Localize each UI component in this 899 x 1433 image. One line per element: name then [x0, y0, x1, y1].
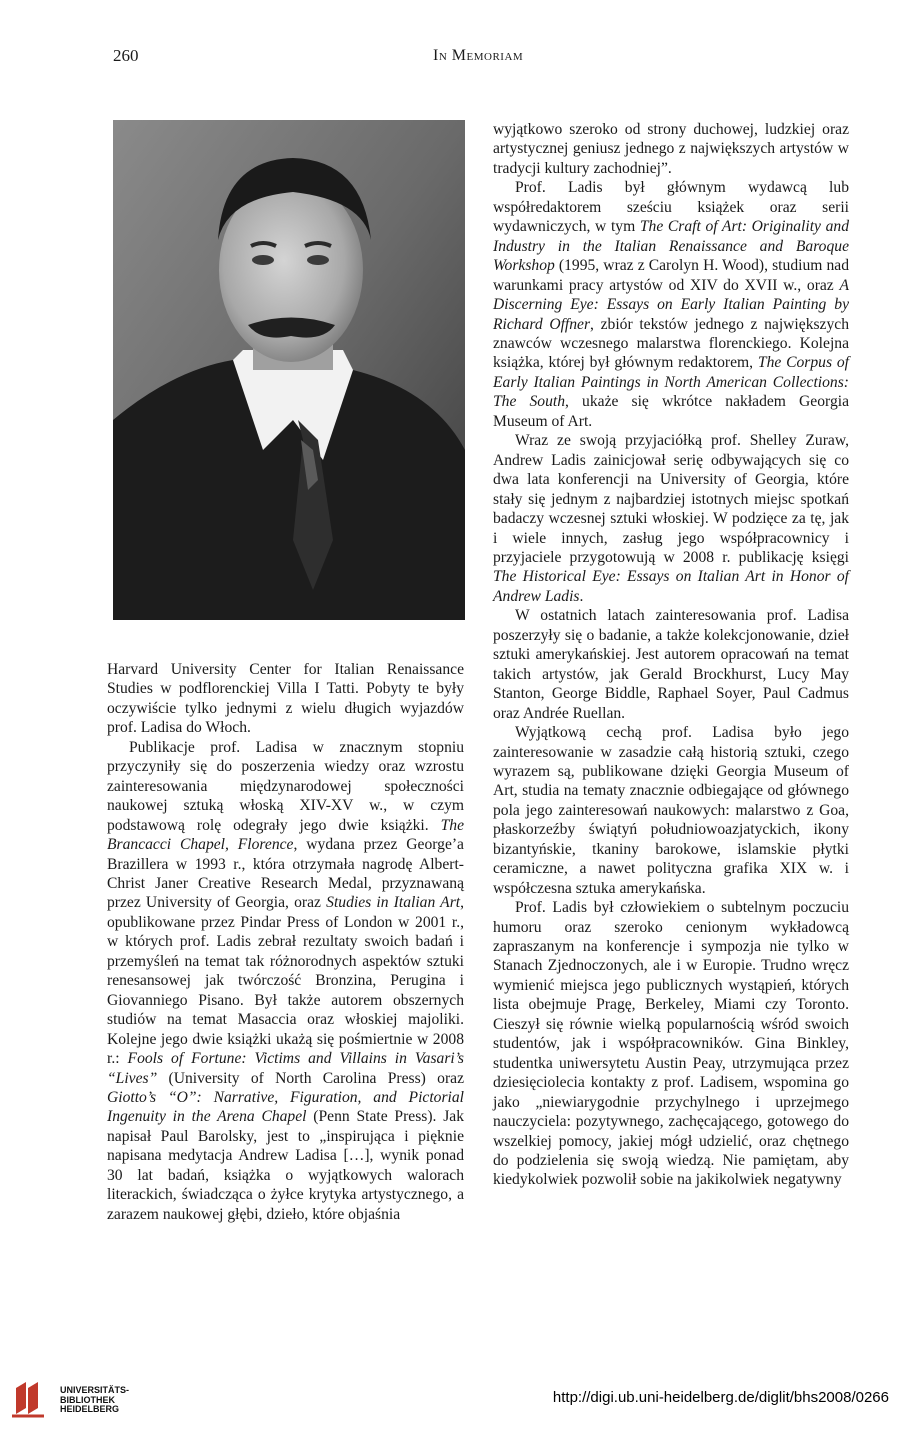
text-run: (Penn State Press). Jak napisał Paul Barolsky, jest to „inspirująca i pięknie napisana medytacja Andrew Ladisa […], wynik ponad 30 lat badań, książka o wyjątkowych walorach literackich, świadcząca o żyłce krytyka artystycznego, a zarazem naukowej głębi, dzieło, które objaśnia: [107, 1108, 464, 1223]
text-run: Publikacje prof. Ladisa w znacznym stopniu przyczyniły się do poszerzenia wiedzy oraz wzrostu zainteresowania międzynarodowej społeczności naukowej sztuką włoską XIV-XV w., w czym podstawową rolę odegrały jego dwie książki.: [107, 738, 464, 834]
library-logo[interactable]: [10, 1376, 170, 1420]
book-title: A Discerning Eye: Essays on Early Italian Painting by Richard Offner: [493, 276, 849, 333]
left-text-column: [107, 660, 464, 1224]
text-run: Prof. Ladis był głównym wydawcą lub współredaktorem sześciu książek oraz serii wydawniczych, w tym: [493, 179, 849, 236]
text-run: .: [579, 587, 584, 605]
paragraph: Prof. Ladis był człowiekiem o subtelnym poczuciu humoru oraz szeroko cenionym wykładowcą zapraszanym na konferencje i sympozja nie tylko w Stanach Zjednoczonych, ale i w Europie. Trudno wręcz wymienić miejsca jego publicznych wystąpień, których lista obejmuje Pragę, Berkeley, Miami czy Toronto. Cieszył się równie wielką popularnością wśród swoich studentów, jak i współpracowników. Gina Binkley, studentka uniwersytetu Austin Peay, utrzymująca przez dziesięciolecia kontakty z prof. Ladisem, wspomina go jako „niewiarygodnie przychylnego i uprzejmego nauczyciela: pozytywnego, zachęcającego, gotowego do wszelkiej pomocy, jakiej mógł udzielić, oraz chętnego do podzielenia się swoją wiedzą. Nie pamiętam, aby kiedykolwiek pozwolił sobie na jakikolwiek negatywny: [493, 899, 849, 1189]
text-run: , wydana przez George’a Brazillera w 1993 r., która otrzymała nagrodę Albert-Christ Janer Creative Research Medal, przyznawaną przez University of Georgia, oraz: [107, 836, 464, 912]
book-title: The Corpus of Early Italian Paintings in North American Collections: The South: [493, 354, 849, 411]
text-run: Wraz ze swoją przyjaciółką prof. Shelley Zuraw, Andrew Ladis zainicjował serię odbywających się co dwa lata konferencji na University of Georgia, które stały się jednym z najbardziej istotnych miejsc spotkań badaczy wczesnej sztuki włoskiej. W podzięce za tę, jak i wiele innych, zasług jego współpracownicy i przyjaciele przygotowują w 2008 r. publikację księgi: [493, 432, 849, 566]
text-run: , zbiór tekstów jednego z największych znawców wczesnego malarstwa florenckiego. Kolejna książka, której był głównym redaktorem,: [493, 315, 849, 372]
text-run: (University of North Carolina Press) oraz: [168, 1069, 464, 1087]
book-title: The Craft of Art: Originality and Industry in the Italian Renaissance and Baroque Workshop: [493, 218, 849, 275]
paragraph: Wyjątkową cechą prof. Ladisa było jego zainteresowanie w zasadzie całą historią sztuki, czego wyrazem są, publikowane dzięki Georgia Museum of Art, studia na tematy znacznie odbiegające od głównego pola jego zainteresowań naukowych: malarstwo z Goa, płaskorzeźby świątyń południowoazjatyckich, ikony bizantyńskie, tkaniny barokowe, islamskie płytki ceramiczne, a nawet polityczna grafika XIX w. i współczesna sztuka amerykańska.: [493, 724, 849, 897]
paragraph: [493, 431, 849, 606]
paragraph: [107, 738, 464, 1224]
logo-line: BIBLIOTHEK: [60, 1394, 115, 1405]
library-logo-text: [60, 1386, 129, 1415]
running-head: In Memoriam: [433, 47, 524, 64]
book-title: The Historical Eye: Essays on Italian Art in Honor of Andrew Ladis: [493, 568, 849, 605]
library-logo-icon: [10, 1378, 50, 1418]
right-text-column: [493, 120, 849, 1190]
source-url[interactable]: http://digi.ub.uni-heidelberg.de/diglit/bhs2008/0266: [552, 1389, 889, 1406]
paragraph: Harvard University Center for Italian Renaissance Studies w podflorenckiej Villa I Tatti. Pobyty te były oczywiście tylko jednymi z wielu długich wyjazdów prof. Ladisa do Włoch.: [107, 661, 464, 737]
book-title: The Brancacci Chapel, Florence: [107, 816, 464, 854]
logo-line: UNIVERSITÄTS-: [60, 1385, 130, 1395]
book-title: Studies in Italian Art: [326, 894, 461, 912]
paragraph: W ostatnich latach zainteresowania prof. Ladisa poszerzyły się o badanie, a także kolekcjonowanie, dzieł sztuki amerykańskiej. Jest autorem opracowań na temat takich artystów, jak Gerald Brockhurst, Lucy May Stanton, George Biddle, Raphael Soyer, Paul Cadmus oraz Andrée Ruellan.: [493, 607, 849, 722]
paragraph: wyjątkowo szeroko od strony duchowej, ludzkiej oraz artystycznej geniusz jednego z największych artystów w tradycji kultury zachodniej”.: [493, 121, 849, 177]
logo-line: HEIDELBERG: [60, 1404, 120, 1414]
paragraph: [493, 178, 849, 431]
portrait-photo: [113, 120, 465, 620]
book-title: Giotto’s “O”: Narrative, Figuration, and Pictorial Ingenuity in the Arena Chapel: [107, 1088, 464, 1126]
page-number: 260: [113, 46, 139, 65]
text-run: (1995, wraz z Carolyn H. Wood), studium nad warunkami pracy artystów od XIV do XVII w., oraz: [493, 257, 849, 294]
text-run: , opublikowane przez Pindar Press of London w 2001 r., w których prof. Ladis zebrał rezultaty swoich badań i przemyśleń na temat tak różnorodnych aspektów sztuki renesansowej jak twórczość Bronzina, Perugina i Giovanniego Pisano. Był także autorem obszernych studiów na temat Masaccia oraz włoskiej majoliki. Kolejne jego dwie książki ukażą się pośmiertnie w 2008 r.:: [107, 894, 464, 1068]
book-title: Fools of Fortune: Victims and Villains in Vasari’s “Lives”: [107, 1050, 464, 1087]
text-run: , ukaże się wkrótce nakładem Georgia Museum of Art.: [493, 393, 849, 430]
